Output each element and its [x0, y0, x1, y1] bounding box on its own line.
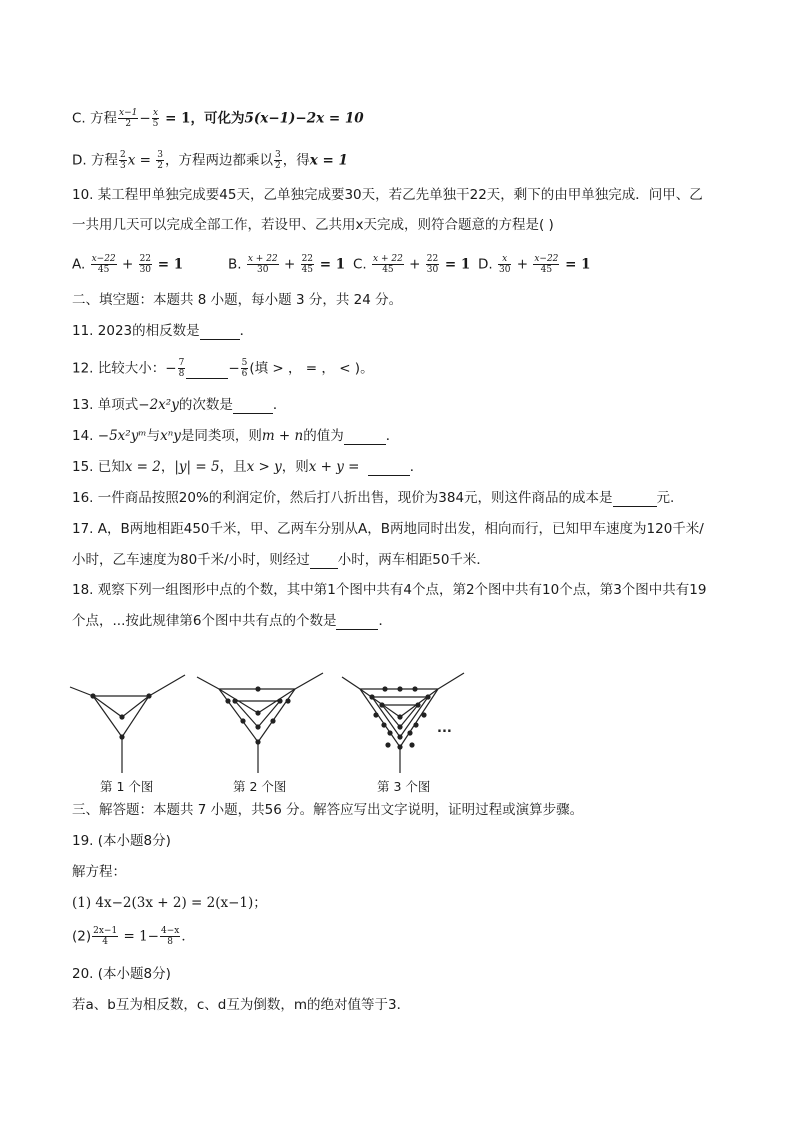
fraction: $\frac{2}{3}$	[119, 150, 126, 171]
answer-blank[interactable]	[344, 430, 386, 445]
q11: 11. 2023的相反数是 ．	[72, 323, 254, 339]
q20-title: 20. (本小题8分)	[72, 966, 171, 982]
q17-line2: 小时，乙车速度为80千米/小时，则经过 小时，两车相距50千米．	[72, 552, 490, 568]
figure-caption-3: 第 3 个图	[377, 779, 431, 794]
q18-line1: 18. 观察下列一组图形中点的个数，其中第1个图中共有4个点，第2个图中共有10个点，第3个图中共有19	[72, 582, 707, 598]
q10-line2: 一共用几天可以完成全部工作，若设甲、乙共用x天完成，则符合题意的方程是( )	[72, 217, 554, 233]
answer-blank[interactable]	[613, 492, 657, 507]
q19-part-2: (2) $\frac{2x-1}{4}$ = 1− $\frac{4-x}{8}$ ．	[72, 926, 195, 947]
figure-1	[70, 675, 185, 773]
fraction: $\frac{3}{2}$	[274, 150, 281, 171]
q13: 13. 单项式−2x²y的次数是 ．	[72, 397, 287, 413]
q19-intro: 解方程：	[72, 864, 126, 880]
q18-line2: 个点，...按此规律第6个图中共有点的个数是 ．	[72, 613, 392, 629]
q9-option-d: D. 方程 $\frac{2}{3}$ x = $\frac{3}{2}$ ，方程两边都乘以 $\frac{3}{2}$ ，得x = 1	[72, 150, 348, 171]
q19-title: 19. (本小题8分)	[72, 833, 171, 849]
q16: 16. 一件商品按照20%的利润定价，然后打八折出售，现价为384元，则这件商品的成本是 元.	[72, 490, 675, 506]
q10-option-c: C. $\frac{x + 22}{45}$ + $\frac{22}{30}$ = 1	[353, 254, 471, 275]
q10-option-a: A. $\frac{x-22}{45}$ + $\frac{22}{30}$ = 1	[72, 254, 184, 275]
answer-blank[interactable]	[368, 461, 410, 476]
answer-blank[interactable]	[336, 615, 378, 630]
q10-option-b: B. $\frac{x + 22}{30}$ + $\frac{22}{45}$ = 1	[228, 254, 346, 275]
fraction: $\frac{x-1}{2}$	[119, 108, 138, 129]
q19-part-1: (1) 4x−2(3x + 2) = 2(x−1)；	[72, 895, 267, 911]
q12: 12. 比较大小：− $\frac{7}{8}$ − $\frac{5}{6}$ (填 > ， = ， < )。	[72, 358, 374, 379]
pattern-figures	[60, 665, 480, 775]
q15: 15. 已知x = 2，|y| = 5，且x > y，则x + y = ．	[72, 459, 424, 475]
answer-blank[interactable]	[233, 399, 273, 414]
fraction: $\frac{3}{2}$	[157, 150, 163, 171]
answer-blank[interactable]	[186, 364, 228, 379]
q20-text: 若a、b互为相反数，c、d互为倒数，m的绝对值等于3．	[72, 997, 411, 1013]
q10-option-d: D. $\frac{x}{30}$ + $\frac{x-22}{45}$ = 1	[478, 254, 591, 275]
answer-blank[interactable]	[310, 554, 338, 569]
fraction: $\frac{x}{5}$	[152, 108, 159, 129]
figure-caption-2: 第 2 个图	[233, 779, 287, 794]
q14: 14. −5x²yᵐ与xⁿy是同类项，则m + n的值为 ．	[72, 428, 400, 444]
q17-line1: 17. A，B两地相距450千米，甲、乙两车分别从A，B两地同时出发，相向而行，已知甲车速度为120千米/	[72, 521, 704, 537]
section-3-heading: 三、解答题：本题共 7 小题，共56 分。解答应写出文字说明，证明过程或演算步骤。	[72, 802, 584, 818]
ellipsis: ...	[437, 721, 452, 736]
figure-caption-1: 第 1 个图	[100, 779, 154, 794]
q10-line1: 10. 某工程甲单独完成要45天，乙单独完成要30天，若乙先单独干22天，剩下的由甲单独完成．问甲、乙	[72, 187, 703, 203]
answer-blank[interactable]	[200, 325, 240, 340]
q9-option-c: C. 方程 $\frac{x-1}{2}$ − $\frac{x}{5}$ = 1，可化为5(x−1)−2x = 10	[72, 108, 364, 129]
section-2-heading: 二、填空题：本题共 8 小题，每小题 3 分，共 24 分。	[72, 292, 403, 308]
